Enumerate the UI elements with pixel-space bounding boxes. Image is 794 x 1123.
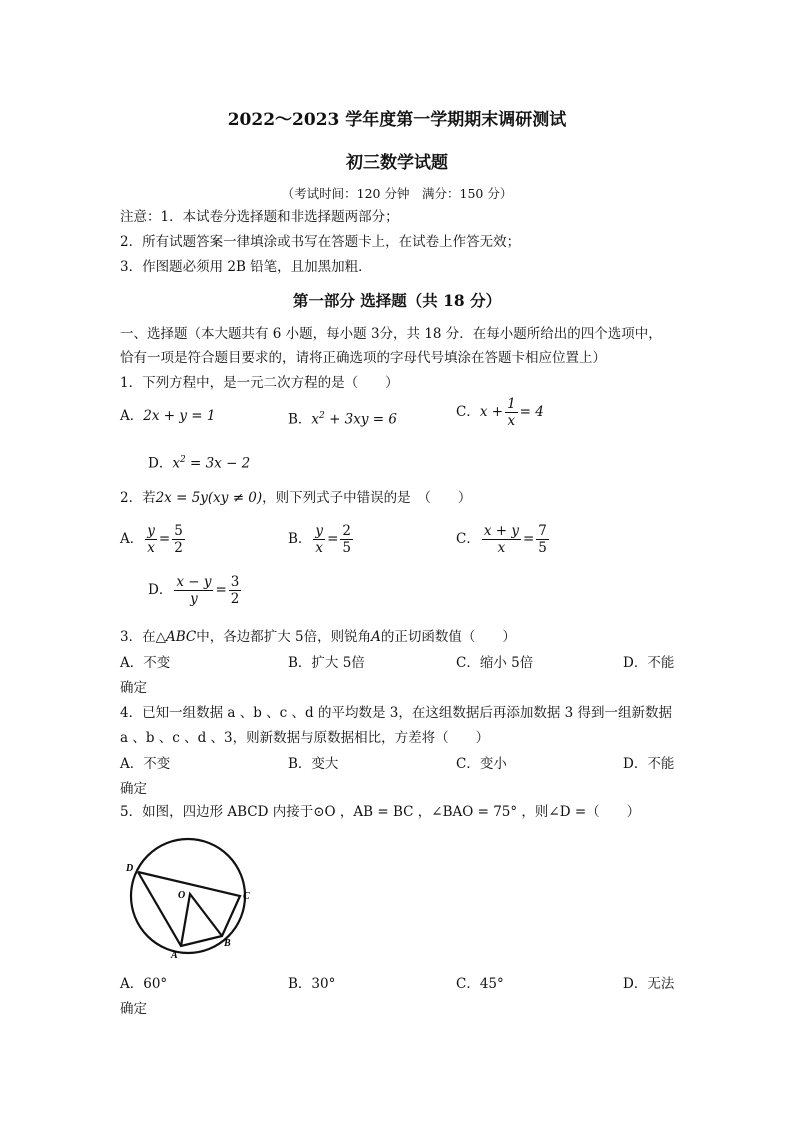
q4-option-a: A．不变 (120, 756, 171, 772)
q2-d-num: x − y (176, 574, 212, 590)
q2-option-c (456, 523, 551, 556)
label-o: O (178, 890, 186, 901)
section-intro-2: 恰有一项是符合题目要求的，请将正确选项的字母代号填涂在答题卡相应位置上） (120, 350, 606, 366)
q1-a-label: A． (120, 408, 144, 424)
q2-c-frac-r (536, 523, 549, 556)
q4-option-b: B．变大 (288, 756, 339, 772)
q4-option-d: D．不能 (623, 756, 675, 772)
q2-a-eq: = (158, 531, 171, 547)
q3-stem-a: A (371, 629, 381, 645)
q1-option-c (456, 396, 544, 429)
q2-stem-math: 2x = 5y(xy ≠ 0) (155, 490, 263, 506)
q1-stem: 1．下列方程中，是一元二次方程的是（ ） (120, 375, 399, 391)
q3-stem-math: △ABC (155, 629, 197, 645)
q2-b-frac-l (313, 523, 325, 556)
q5-option-a: A．60° (120, 976, 168, 992)
q2-c-den: x (497, 540, 506, 556)
quadrilateral-abcd (138, 872, 240, 946)
q1-b-expr-2: + 3xy = 6 (324, 411, 397, 428)
q3-stem-pre: 3．在 (120, 629, 156, 645)
circle-o (131, 839, 245, 953)
q1-b-label: B． (288, 411, 312, 428)
q2-d-eq: = (215, 582, 227, 598)
q5-stem: 5．如图，四边形 ABCD 内接于⊙O ，AB = BC ，∠BAO = 75° ，则∠D =（ ） (120, 804, 641, 820)
q2-option-d (148, 574, 243, 607)
q3-stem-post: 的正切函数值（ ） (380, 629, 516, 645)
q3-stem (120, 628, 516, 646)
q2-b-den: x (315, 540, 324, 556)
q2-d-frac-r (229, 574, 242, 607)
q1-d-label: D． (148, 455, 173, 472)
q3-option-a: A．不变 (120, 655, 171, 671)
q1-c-pre: x + (479, 404, 504, 420)
circle-quadrilateral-figure (120, 832, 255, 960)
q3-option-b: B．扩大 5倍 (288, 655, 365, 671)
q5-option-b: B．30° (288, 976, 336, 992)
q2-d-rden: 2 (230, 591, 240, 607)
exam-title: 2022～2023 学年度第一学期期末调研测试 (227, 110, 567, 130)
q2-b-rden: 5 (342, 540, 351, 556)
q5-option-c: C．45° (456, 976, 504, 992)
note-1: 注意：1．本试卷分选择题和非选择题两部分； (120, 209, 399, 225)
q2-d-rnum: 3 (230, 574, 240, 590)
q4-stem-2: a 、b 、c 、d 、3，则新数据与原数据相比，方差将（ ） (120, 730, 490, 746)
q1-d-expr-1: x (172, 455, 180, 472)
q1-b-sup: 2 (319, 411, 325, 421)
q1-option-a (120, 407, 215, 425)
q5-option-d: D．无法 (623, 976, 675, 992)
q2-b-label: B． (288, 531, 312, 547)
q2-a-den: x (147, 540, 155, 556)
q2-b-rnum: 2 (342, 523, 351, 539)
q1-d-expr-2: = 3x − 2 (185, 455, 251, 472)
q2-c-num: x + y (483, 523, 519, 539)
q2-c-rden: 5 (538, 540, 547, 556)
q2-d-den: y (190, 591, 198, 607)
q2-a-rnum: 5 (174, 523, 183, 539)
q2-c-eq: = (522, 531, 535, 547)
q3-option-c: C．缩小 5倍 (456, 655, 534, 671)
q2-c-rnum: 7 (538, 523, 547, 539)
q2-b-eq: = (327, 531, 339, 547)
q2-a-frac-l (145, 523, 157, 556)
q2-a-rden: 2 (174, 540, 183, 556)
q1-d-sup: 2 (179, 455, 186, 465)
label-b: B (224, 938, 231, 949)
q1-c-fraction (505, 396, 518, 429)
label-d: D (126, 863, 134, 874)
q2-stem-pre: 2．若 (120, 490, 156, 506)
q1-c-den: x (507, 413, 516, 429)
q3-stem-mid: 中，各边都扩大 5倍，则锐角 (196, 629, 372, 645)
q1-b-expr-1: x (311, 411, 320, 428)
q2-d-label: D． (148, 582, 173, 598)
q1-c-post: = 4 (519, 404, 544, 420)
q2-b-num: y (315, 523, 324, 539)
q1-c-num: 1 (507, 396, 516, 412)
q2-option-b (288, 523, 355, 556)
q2-b-frac-r (340, 523, 353, 556)
note-3: 3．作图题必须用 2B 铅笔，且加黑加粗． (120, 259, 372, 275)
q2-a-frac-r (172, 523, 185, 556)
q1-option-b (288, 407, 397, 429)
q2-d-frac-l (174, 574, 213, 607)
q2-a-label: A． (120, 531, 144, 547)
q1-option-d (148, 451, 250, 473)
section-intro-1: 一、选择题（本大题共有 6 小题，每小题 3分，共 18 分．在每小题所给出的四个选项中， (120, 326, 662, 342)
exam-subtitle: 初三数学试题 (346, 153, 448, 173)
q2-stem-post: ，则下列式子中错误的是 （ ） (262, 490, 472, 506)
q2-option-a (120, 523, 187, 556)
q4-stem-1: 4．已知一组数据 a 、b 、c 、d 的平均数是 3，在这组数据后再添加数据 3 得到一组新数据 (120, 705, 672, 721)
q1-c-label: C． (456, 404, 480, 420)
q3-option-d-cont: 确定 (120, 680, 147, 696)
q2-a-num: y (147, 523, 155, 539)
q5-option-d-cont: 确定 (120, 1001, 147, 1017)
note-2: 2．所有试题答案一律填涂或书写在答题卡上，在试卷上作答无效； (120, 234, 521, 250)
label-c: C (243, 891, 250, 902)
q2-stem (120, 489, 471, 507)
exam-info: （考试时间：120 分钟 满分：150 分） (281, 186, 513, 201)
label-a: A (171, 950, 178, 960)
q2-c-label: C． (456, 531, 480, 547)
q1-a-expr: 2x + y = 1 (143, 408, 216, 424)
q3-option-d: D．不能 (623, 655, 675, 671)
q4-option-d-cont: 确定 (120, 781, 147, 797)
q2-c-frac-l (482, 523, 521, 556)
q4-option-c: C．变小 (456, 756, 507, 772)
section-title: 第一部分 选择题（共 18 分） (292, 291, 502, 310)
